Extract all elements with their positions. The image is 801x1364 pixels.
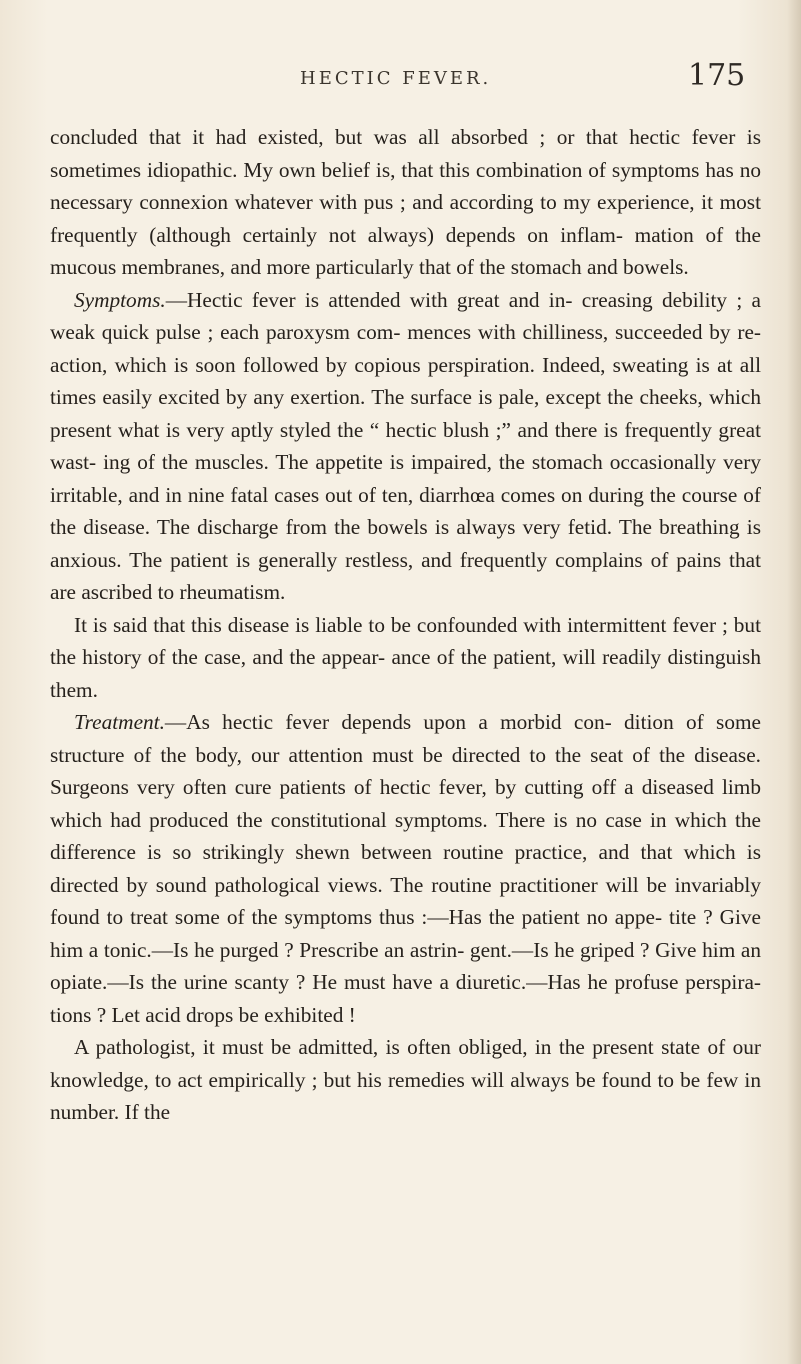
paragraph-intermittent: It is said that this disease is liable to be confounded with intermittent fever ; but the history of the case, and the appear- ance of the patient, will readily distinguish them.	[50, 612, 761, 702]
running-head: HECTIC FEVER.	[300, 68, 492, 89]
body-text	[50, 121, 761, 1129]
page-edge-shadow	[787, 0, 801, 1364]
page-header	[0, 50, 801, 93]
paragraph-1: concluded that it had existed, but was all absorbed ; or that hectic fever is sometimes idiopathic. My own belief is, that this combination of symptoms has no necessary connexion whatever with pus ; and according to my experience, it most frequently (although certainly not always) depends on inflam- mation of the mucous membranes, and more particularly that of the stomach and bowels.	[50, 125, 761, 279]
symptoms-text: —Hectic fever is attended with great and in- creasing debility ; a weak quick pulse ; each paroxysm com- mences with chilliness, succeeded by re-action, which is soon followed by copious perspiration. Indeed, sweating is at all times easily excited by any exertion. The surface is pale, except the cheeks, which present what is very aptly styled the “ hectic blush ;” and there is frequently great wast- ing of the muscles. The appetite is impaired, the stomach occasionally very irritable, and in nine fatal cases out of ten, diarrhœa comes on during the course of the disease. The discharge from the bowels is always very fetid. The breathing is anxious. The patient is generally restless, and frequently complains of pains that are ascribed to rheumatism.	[50, 287, 761, 604]
paragraph-treatment	[50, 706, 761, 1031]
page-number: 175	[688, 58, 746, 93]
treatment-text: —As hectic fever depends upon a morbid con- dition of some structure of the body, our attention must be directed to the seat of the disease. Surgeons very often cure patients of hectic fever, by cutting off a diseased limb which had produced the constitutional symptoms. There is no case in which the difference is so strikingly shewn between routine practice, and that which is directed by sound pathological views. The routine practitioner will be invariably found to treat some of the symptoms thus :—Has the patient no appe- tite ? Give him a tonic.—Is he purged ? Prescribe an astrin- gent.—Is he griped ? Give him an opiate.—Is the urine scanty ? He must have a diuretic.—Has he profuse perspira- tions ? Let acid drops be exhibited !	[50, 710, 761, 1027]
paragraph-symptoms	[50, 284, 761, 609]
symptoms-heading: Symptoms.	[74, 287, 166, 312]
paragraph-pathologist: A pathologist, it must be admitted, is often obliged, in the present state of our knowledge, to act empirically ; but his remedies will always be found to be few in number. If the	[50, 1035, 761, 1124]
treatment-heading: Treatment.	[74, 710, 165, 734]
